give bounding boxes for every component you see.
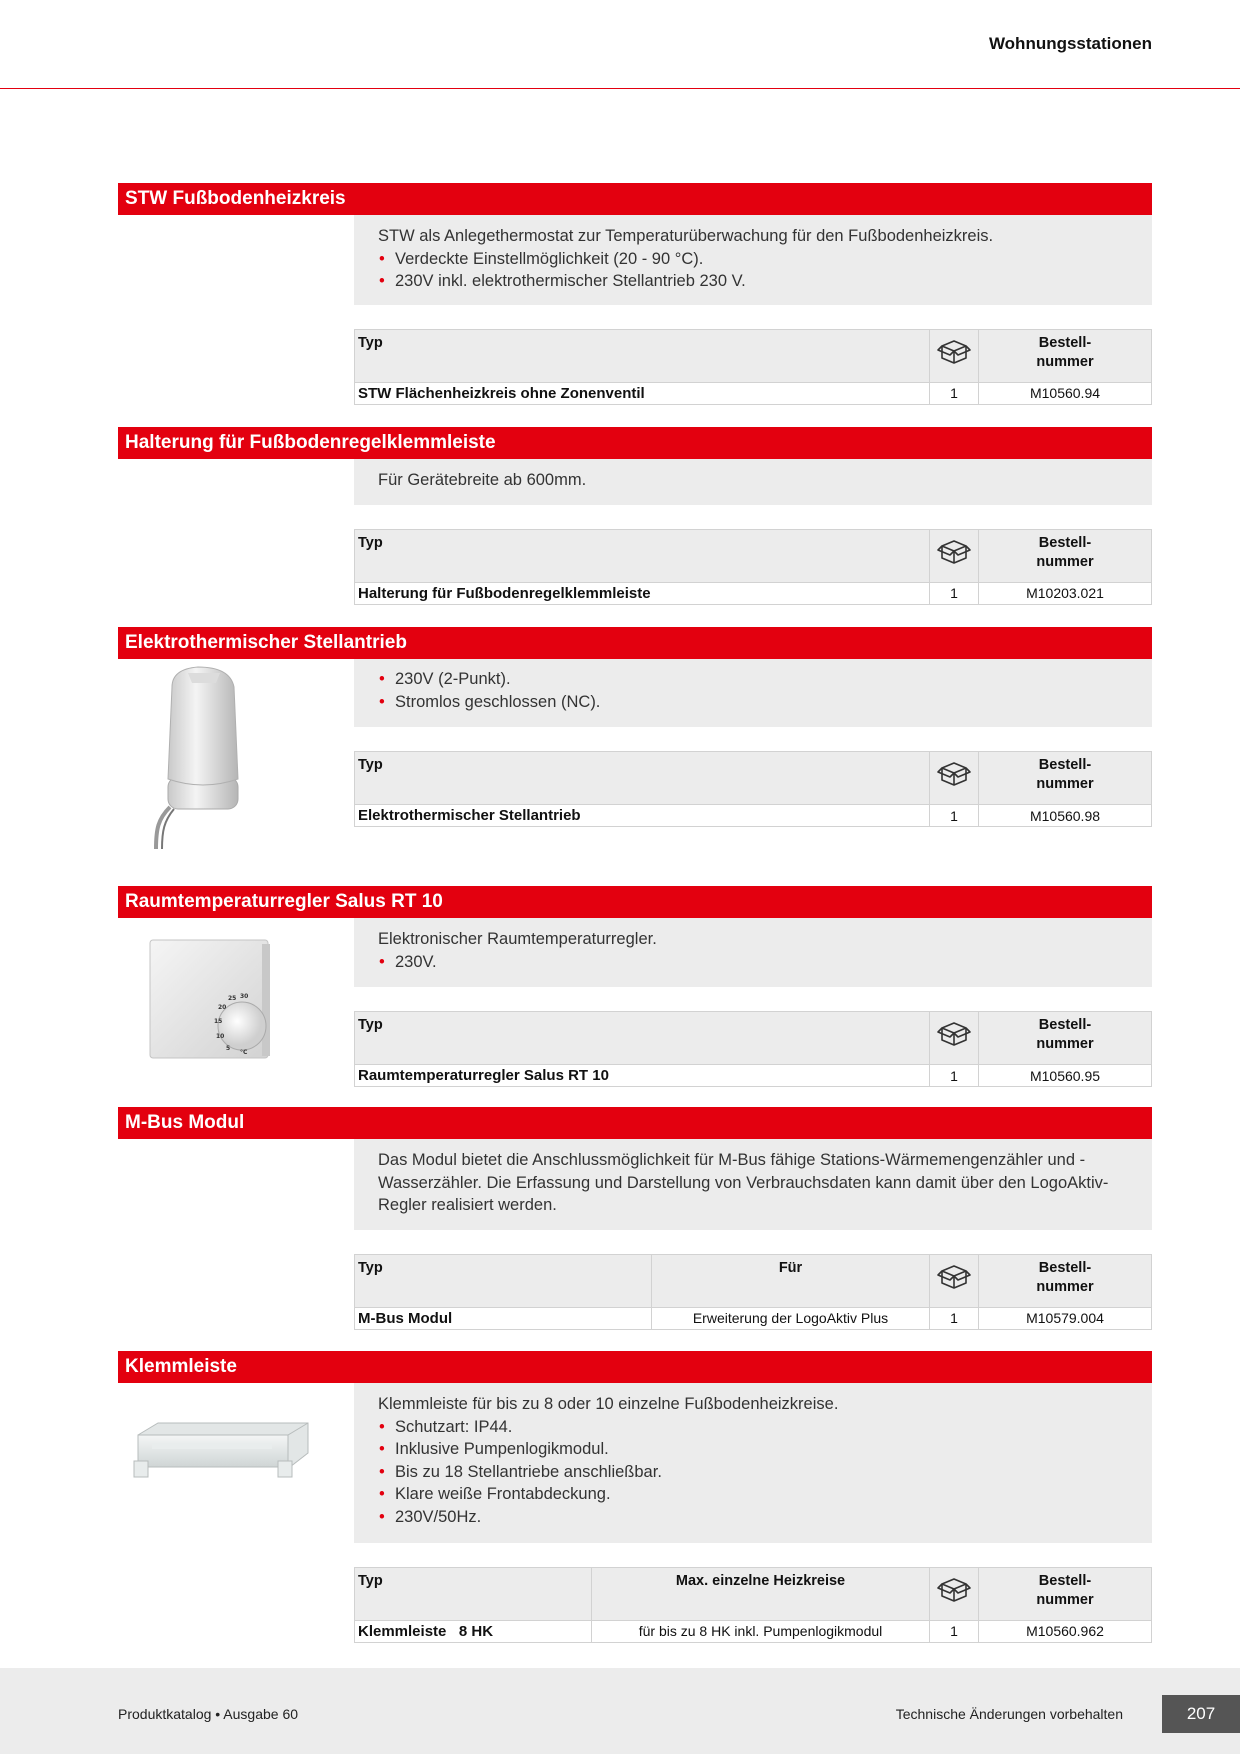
header-rule: [0, 88, 1240, 89]
cell-bestellnummer: M10203.021: [979, 582, 1152, 604]
order-table: [354, 1011, 1152, 1087]
column-header-bestellnummer: Bestell- nummer: [979, 1254, 1152, 1307]
package-icon-header: [930, 329, 979, 382]
feature-item: • Klare weiße Frontabdeckung.: [378, 1483, 1128, 1506]
cell-qty: 1: [930, 582, 979, 604]
cell-typ: Klemmleiste 8 HK: [355, 1620, 592, 1642]
table-row: [355, 1620, 1152, 1642]
feature-item: • 230V inkl. elektrothermischer Stellantrieb 230 V.: [378, 270, 1128, 293]
column-header-bestellnummer: Bestell- nummer: [979, 1567, 1152, 1620]
column-header-typ: Typ: [355, 1567, 592, 1620]
package-icon-header: [930, 752, 979, 805]
package-icon-header: [930, 1254, 979, 1307]
description-box: [354, 659, 1152, 727]
package-icon: [936, 1261, 972, 1291]
feature-item: • 230V/50Hz.: [378, 1506, 1128, 1529]
cell-qty: 1: [930, 382, 979, 404]
section-title: Elektrothermischer Stellantrieb: [118, 627, 1152, 659]
feature-item: • Schutzart: IP44.: [378, 1416, 1128, 1439]
feature-item: • Stromlos geschlossen (NC).: [378, 691, 1128, 714]
column-header-bestellnummer: Bestell- nummer: [979, 529, 1152, 582]
section-title: Halterung für Fußbodenregelklemmleiste: [118, 427, 1152, 459]
cell-bestellnummer: M10560.98: [979, 805, 1152, 827]
table-header-row: [355, 752, 1152, 805]
package-icon: [936, 336, 972, 366]
feature-list: [378, 668, 1128, 713]
column-header-typ: Typ: [355, 329, 930, 382]
description-intro: Das Modul bietet die Anschlussmöglichkeit für M-Bus fähige Stations-Wärmemengenzähler und -Wasserzähler. Die Erfassung und Darstellung von Verbrauchsdaten kann damit über den LogoAktiv-Regler realisiert werden.: [378, 1151, 1109, 1215]
package-icon: [936, 758, 972, 788]
section-stw: [118, 183, 1152, 405]
package-icon-header: [930, 1012, 979, 1065]
package-icon: [936, 536, 972, 566]
page-number: 207: [1162, 1695, 1240, 1733]
package-icon: [936, 1574, 972, 1604]
table-row: [355, 382, 1152, 404]
description-box: [354, 215, 1152, 305]
section-klemmleiste: [118, 1351, 1152, 1643]
terminal-strip-image: [132, 1417, 316, 1487]
table-header-row: [355, 329, 1152, 382]
column-header-bestellnummer: Bestell- nummer: [979, 752, 1152, 805]
order-table: [354, 751, 1152, 827]
package-icon: [936, 1018, 972, 1048]
feature-item: • Inklusive Pumpenlogikmodul.: [378, 1438, 1128, 1461]
section-title: Klemmleiste: [118, 1351, 1152, 1383]
column-header-fuer: Für: [652, 1254, 930, 1307]
cell-max-heizkreise: für bis zu 8 HK inkl. Pumpenlogikmodul: [592, 1620, 930, 1642]
actuator-image: [148, 659, 258, 849]
cell-typ: Halterung für Fußbodenregelklemmleiste: [355, 582, 930, 604]
package-icon-header: [930, 529, 979, 582]
page-header-title: Wohnungsstationen: [988, 34, 1152, 53]
cell-typ: Raumtemperaturregler Salus RT 10: [355, 1065, 930, 1087]
package-icon-header: [930, 1567, 979, 1620]
table-row: [355, 1065, 1152, 1087]
section-halterung: [118, 427, 1152, 605]
cell-qty: 1: [930, 1620, 979, 1642]
table-row: [355, 1307, 1152, 1329]
dial-label: 10: [216, 1033, 225, 1040]
column-header-max-heizkreise: Max. einzelne Heizkreise: [592, 1567, 930, 1620]
column-header-typ: Typ: [355, 752, 930, 805]
order-table: [354, 1254, 1152, 1330]
cell-bestellnummer: M10560.94: [979, 382, 1152, 404]
description-box: [354, 1139, 1152, 1230]
cell-typ: M-Bus Modul: [355, 1307, 652, 1329]
description-intro: STW als Anlegethermostat zur Temperaturüberwachung für den Fußbodenheizkreis.: [378, 227, 994, 245]
section-title: STW Fußbodenheizkreis: [118, 183, 1152, 215]
table-header-row: [355, 1254, 1152, 1307]
thermostat-image: [146, 934, 276, 1064]
table-header-row: [355, 529, 1152, 582]
description-box: [354, 459, 1152, 505]
description-box: [354, 918, 1152, 987]
footer-notice: Technische Änderungen vorbehalten: [895, 1706, 1123, 1722]
cell-qty: 1: [930, 1065, 979, 1087]
cell-qty: 1: [930, 1307, 979, 1329]
cell-bestellnummer: M10560.962: [979, 1620, 1152, 1642]
description-box: [354, 1383, 1152, 1543]
table-header-row: [355, 1012, 1152, 1065]
cell-fuer: Erweiterung der LogoAktiv Plus: [652, 1307, 930, 1329]
dial-label: 15: [214, 1018, 223, 1025]
order-table: [354, 329, 1152, 405]
section-title: M-Bus Modul: [118, 1107, 1152, 1139]
table-row: [355, 805, 1152, 827]
column-header-typ: Typ: [355, 1254, 652, 1307]
dial-label: °C: [240, 1049, 248, 1056]
cell-qty: 1: [930, 805, 979, 827]
feature-item: • Bis zu 18 Stellantriebe anschließbar.: [378, 1461, 1128, 1484]
cell-bestellnummer: M10560.95: [979, 1065, 1152, 1087]
column-header-bestellnummer: Bestell- nummer: [979, 329, 1152, 382]
description-intro: Elektronischer Raumtemperaturregler.: [378, 930, 657, 948]
description-intro: Klemmleiste für bis zu 8 oder 10 einzelne Fußbodenheizkreise.: [378, 1395, 839, 1413]
table-header-row: [355, 1567, 1152, 1620]
page-footer: [0, 1668, 1240, 1754]
cell-bestellnummer: M10579.004: [979, 1307, 1152, 1329]
feature-list: [378, 1416, 1128, 1529]
table-row: [355, 582, 1152, 604]
feature-item: • 230V (2-Punkt).: [378, 668, 1128, 691]
feature-item: • Verdeckte Einstellmöglichkeit (20 - 90 °C).: [378, 248, 1128, 271]
feature-item: • 230V.: [378, 951, 1128, 974]
feature-list: [378, 951, 1128, 974]
dial-label: 5: [226, 1045, 231, 1052]
section-mbus-modul: [118, 1107, 1152, 1330]
description-intro: Für Gerätebreite ab 600mm.: [378, 471, 587, 489]
feature-list: [378, 248, 1128, 293]
footer-catalog: Produktkatalog • Ausgabe 60: [118, 1706, 299, 1722]
column-header-typ: Typ: [355, 1012, 930, 1065]
order-table: [354, 1567, 1152, 1643]
order-table: [354, 529, 1152, 605]
dial-label: 20: [218, 1004, 227, 1011]
section-title: Raumtemperaturregler Salus RT 10: [118, 886, 1152, 918]
column-header-typ: Typ: [355, 529, 930, 582]
column-header-bestellnummer: Bestell- nummer: [979, 1012, 1152, 1065]
dial-label: 30: [240, 993, 249, 1000]
cell-typ: STW Flächenheizkreis ohne Zonenventil: [355, 382, 930, 404]
cell-typ: Elektrothermischer Stellantrieb: [355, 805, 930, 827]
dial-label: 25: [228, 995, 237, 1002]
section-raumtemperaturregler: [118, 886, 1152, 1087]
section-stellantrieb: [118, 627, 1152, 827]
